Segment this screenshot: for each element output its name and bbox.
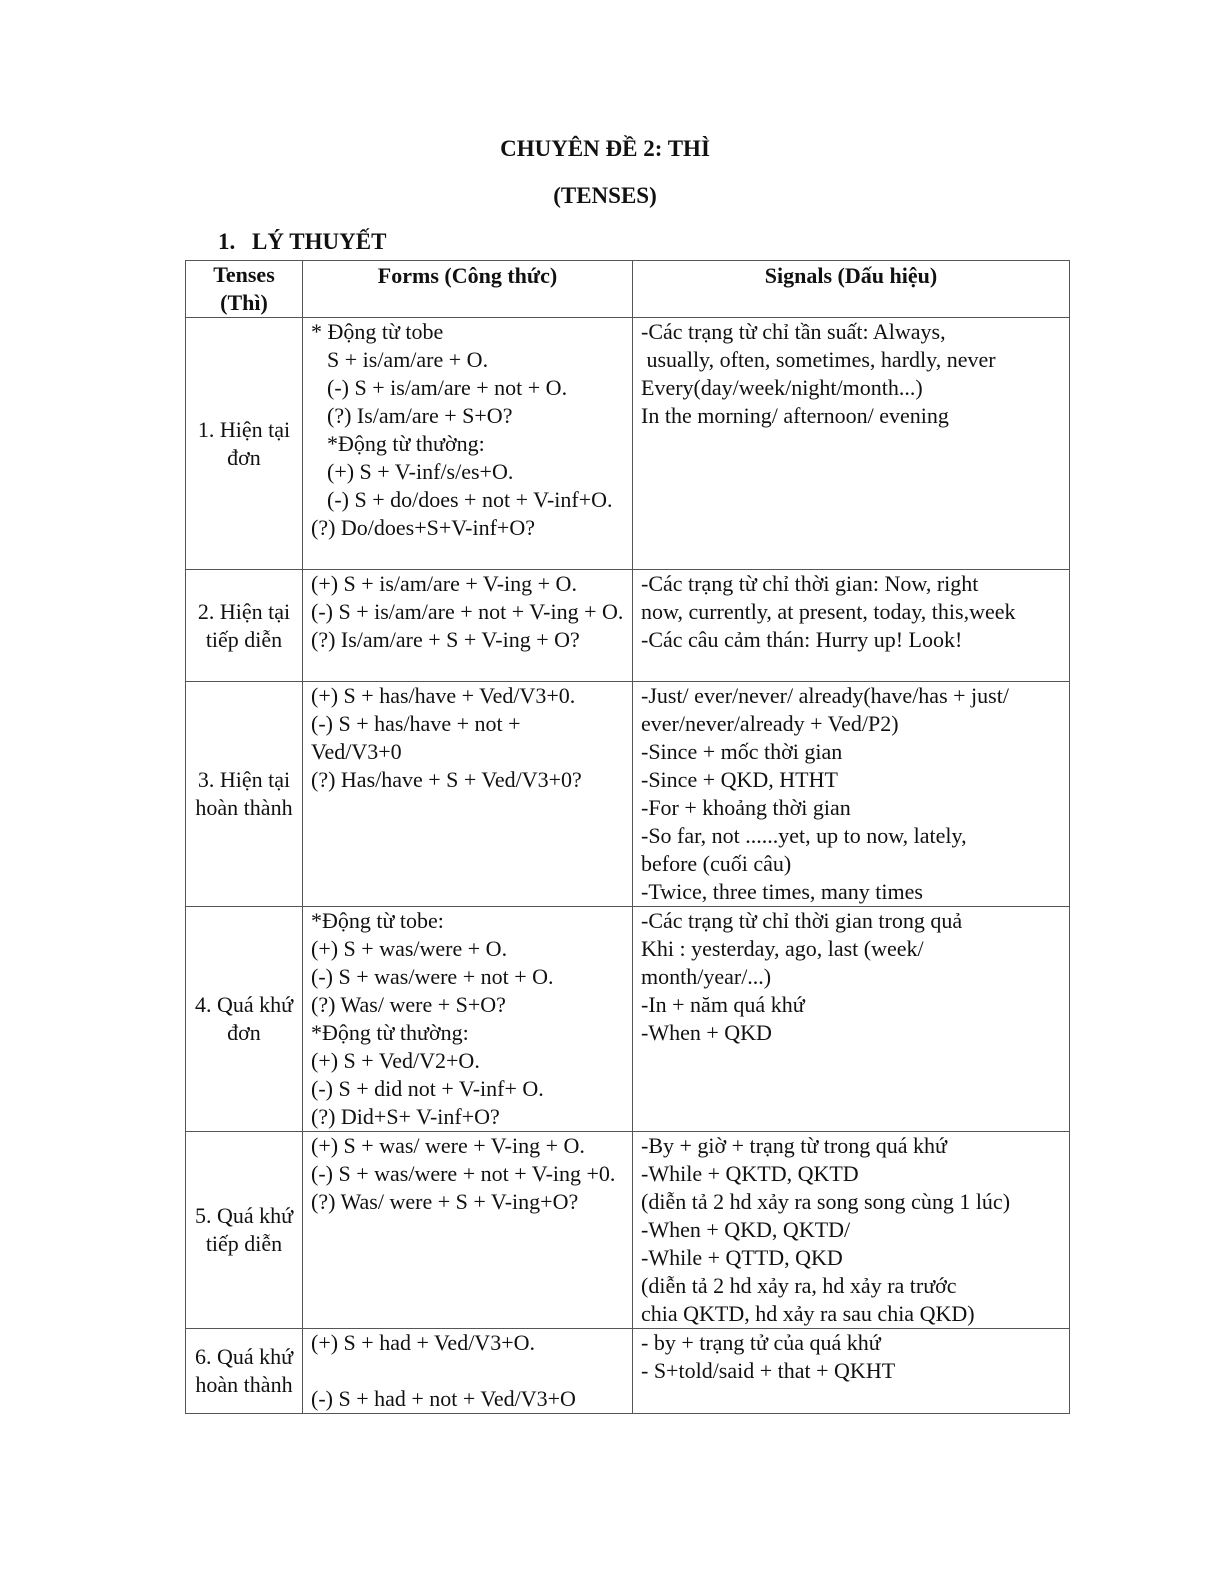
form-line: (-) S + had + not + Ved/V3+O — [311, 1386, 576, 1411]
form-line: (-) S + is/am/are + not + O. — [327, 375, 568, 400]
forms-cell — [303, 1329, 633, 1414]
form-line: (-) S + was/were + not + O. — [311, 964, 554, 989]
form-line: S + is/am/are + O. — [327, 347, 489, 372]
form-line: (?) Has/have + S + Ved/V3+0? — [311, 767, 582, 792]
signal-line: now, currently, at present, today, this,week — [641, 599, 1016, 624]
signal-line: -While + QTTD, QKD — [641, 1245, 843, 1270]
header-signals: Signals (Dấu hiệu) — [633, 261, 1070, 318]
signals-cell — [633, 1329, 1070, 1414]
signal-line: -Twice, three times, many times — [641, 879, 923, 904]
header-forms: Forms (Công thức) — [303, 261, 633, 318]
form-line: *Động từ tobe: — [311, 908, 444, 933]
signal-line: usually, often, sometimes, hardly, never — [641, 347, 996, 372]
table-row — [186, 570, 1070, 682]
tenses-table — [185, 260, 1070, 1414]
form-line: (-) S + was/were + not + V-ing +0. — [311, 1161, 616, 1186]
form-line: (?) Do/does+S+V-inf+O? — [311, 515, 535, 540]
form-line: (-) S + is/am/are + not + V-ing + O. — [311, 599, 624, 624]
signal-line: In the morning/ afternoon/ evening — [641, 403, 949, 428]
document-subtitle: (TENSES) — [553, 183, 657, 208]
form-line: (?) Was/ were + S+O? — [311, 992, 506, 1017]
signal-line: -For + khoảng thời gian — [641, 795, 851, 820]
signal-line: -So far, not ......yet, up to now, lately, — [641, 823, 967, 848]
forms-cell — [303, 682, 633, 907]
signal-line: -Since + mốc thời gian — [641, 739, 843, 764]
signal-line: -When + QKD, QKTD/ — [641, 1217, 851, 1242]
signals-cell — [633, 907, 1070, 1132]
form-line: (-) S + did not + V-inf+ O. — [311, 1076, 544, 1101]
signal-line: before (cuối câu) — [641, 851, 792, 876]
tense-name: 4. Quá khứ đơn — [186, 907, 303, 1132]
signals-cell — [633, 1132, 1070, 1329]
form-line: (+) S + has/have + Ved/V3+0. — [311, 683, 576, 708]
signals-cell — [633, 318, 1070, 570]
table-row — [186, 907, 1070, 1132]
signal-line: month/year/...) — [641, 964, 772, 989]
table-row — [186, 1132, 1070, 1329]
signal-line: -Các trạng từ chỉ tần suất: Always, — [641, 319, 946, 344]
form-line: (?) Is/am/are + S+O? — [327, 403, 513, 428]
signal-line: Every(day/week/night/month...) — [641, 375, 923, 400]
section-title: LÝ THUYẾT — [252, 229, 387, 254]
tense-name: 5. Quá khứ tiếp diễn — [186, 1132, 303, 1329]
section-heading — [218, 229, 386, 255]
form-line: *Động từ thường: — [311, 1020, 469, 1045]
table-row — [186, 1329, 1070, 1414]
signal-line: -By + giờ + trạng từ trong quá khứ — [641, 1133, 947, 1158]
signal-line: chia QKTD, hd xảy ra sau chia QKD) — [641, 1301, 975, 1326]
header-tenses: Tenses (Thì) — [186, 261, 303, 318]
forms-cell — [303, 907, 633, 1132]
form-line: (-) S + do/does + not + V-inf+O. — [327, 487, 613, 512]
section-number: 1. — [218, 229, 236, 254]
forms-cell — [303, 1132, 633, 1329]
signal-line: Khi : yesterday, ago, last (week/ — [641, 936, 924, 961]
signals-cell — [633, 682, 1070, 907]
document-title: CHUYÊN ĐỀ 2: THÌ — [500, 136, 710, 161]
form-line: (+) S + is/am/are + V-ing + O. — [311, 571, 577, 596]
signal-line: - by + trạng tử của quá khứ — [641, 1330, 881, 1355]
table-row — [186, 682, 1070, 907]
form-line: (+) S + was/ were + V-ing + O. — [311, 1133, 585, 1158]
forms-cell — [303, 318, 633, 570]
signal-line: (diễn tả 2 hd xảy ra, hd xảy ra trước — [641, 1273, 957, 1298]
signal-line: (diễn tả 2 hd xảy ra song song cùng 1 lúc) — [641, 1189, 1011, 1214]
signal-line: -Since + QKD, HTHT — [641, 767, 838, 792]
signal-line: -In + năm quá khứ — [641, 992, 805, 1017]
signal-line: -Các trạng từ chỉ thời gian trong quả — [641, 908, 963, 933]
tense-name: 6. Quá khứ hoàn thành — [186, 1329, 303, 1414]
form-line: (+) S + Ved/V2+O. — [311, 1048, 480, 1073]
form-line: * Động từ tobe — [311, 319, 444, 344]
signals-cell — [633, 570, 1070, 682]
form-line — [311, 1357, 624, 1385]
form-line: *Động từ thường: — [327, 431, 485, 456]
table-row — [186, 318, 1070, 570]
tense-name: 2. Hiện tại tiếp diễn — [186, 570, 303, 682]
form-line: (?) Was/ were + S + V-ing+O? — [311, 1189, 579, 1214]
form-line: (?) Is/am/are + S + V-ing + O? — [311, 627, 580, 652]
forms-cell — [303, 570, 633, 682]
tense-name: 1. Hiện tại đơn — [186, 318, 303, 570]
signal-line: -Các trạng từ chỉ thời gian: Now, right — [641, 571, 979, 596]
form-line: (?) Did+S+ V-inf+O? — [311, 1104, 500, 1129]
tense-name: 3. Hiện tại hoàn thành — [186, 682, 303, 907]
signal-line: -Các câu cảm thán: Hurry up! Look! — [641, 627, 963, 652]
signal-line: -When + QKD — [641, 1020, 772, 1045]
form-line: (+) S + had + Ved/V3+O. — [311, 1330, 535, 1355]
signal-line: -Just/ ever/never/ already(have/has + just/ — [641, 683, 1009, 708]
table-header-row — [186, 261, 1070, 318]
signal-line: ever/never/already + Ved/P2) — [641, 711, 899, 736]
form-line: (-) S + has/have + not + Ved/V3+0 — [311, 711, 521, 764]
form-line: (+) S + V-inf/s/es+O. — [327, 459, 514, 484]
signal-line: - S+told/said + that + QKHT — [641, 1358, 896, 1383]
signal-line: -While + QKTD, QKTD — [641, 1161, 859, 1186]
form-line: (+) S + was/were + O. — [311, 936, 508, 961]
